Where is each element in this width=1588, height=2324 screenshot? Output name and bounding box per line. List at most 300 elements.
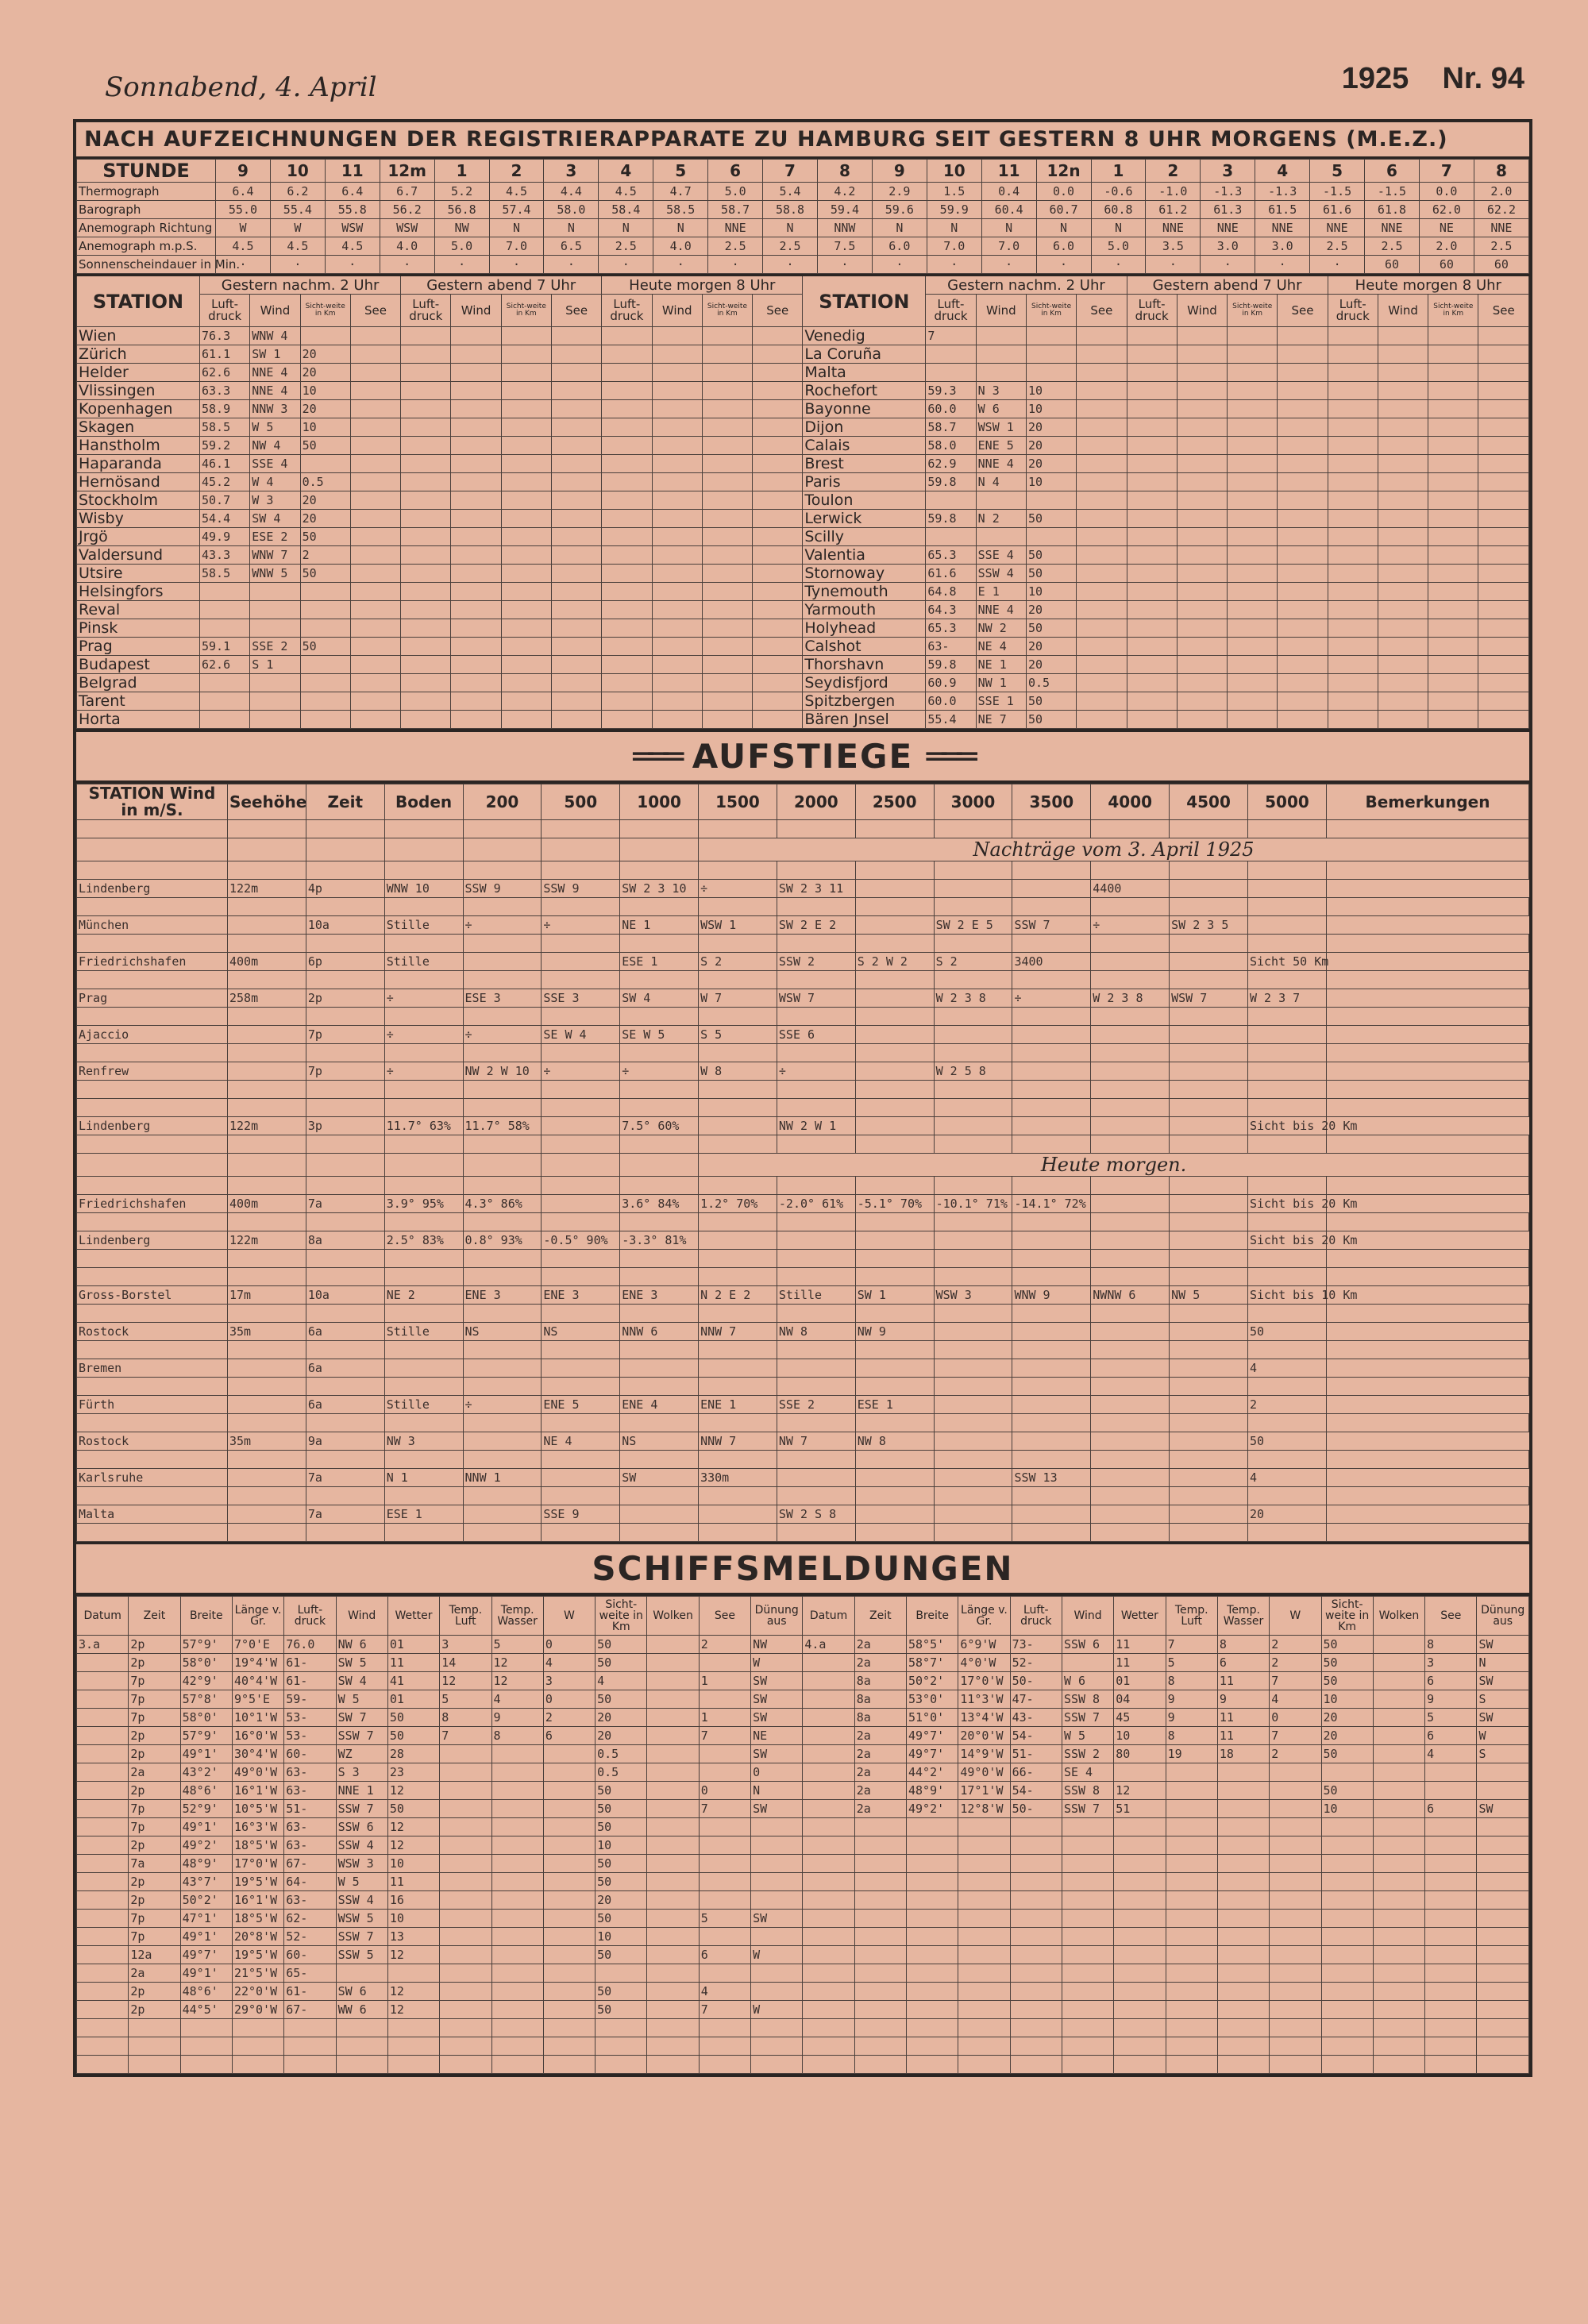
station-value: 64.8 (926, 583, 976, 601)
station-value (501, 692, 551, 711)
aufstiege-value (1091, 1469, 1170, 1487)
aufstiege-value: Stille (384, 953, 463, 971)
blank-cell (1247, 1044, 1326, 1062)
station-name: Wien (77, 327, 200, 345)
reg-label: Sonnenscheindauer in Min. (77, 256, 216, 274)
blank-cell (855, 861, 934, 880)
schiff-value (958, 1891, 1010, 1910)
schiff-value (1010, 1946, 1062, 1964)
station-value (551, 327, 601, 345)
station-value (501, 491, 551, 510)
schiff-value: 50 (387, 1727, 439, 1745)
schiff-value: 59- (284, 1690, 336, 1709)
station-value: 50 (1026, 711, 1076, 729)
blank-cell (620, 1250, 699, 1268)
schiff-value: 54- (1010, 1727, 1062, 1745)
hour-cell: 10 (927, 160, 981, 183)
station-value (501, 546, 551, 565)
station-value (976, 345, 1026, 364)
aufstiege-value (1091, 1195, 1170, 1213)
schiff-value: 50 (1321, 1636, 1373, 1654)
schiff-value: 11 (1217, 1727, 1269, 1745)
aufstiege-value: NE 4 (542, 1432, 620, 1451)
blank-cell (855, 1524, 934, 1542)
reg-value: -1.0 (1146, 183, 1201, 201)
schiff-value (1425, 2019, 1477, 2037)
aufstiege-value: 4p (306, 880, 384, 898)
schiff-value (543, 1910, 595, 1928)
blank-cell (306, 971, 384, 989)
reg-value: · (981, 256, 1036, 274)
aufstiege-value (1091, 1062, 1170, 1081)
aufstiege-station: Lindenberg (77, 880, 228, 898)
station-value (602, 491, 652, 510)
aufstiege-value (1091, 1396, 1170, 1414)
reg-value: 3.0 (1201, 237, 1255, 256)
subcol-header: Luft-druck (602, 295, 652, 327)
aufstiege-value: NW 7 (777, 1432, 855, 1451)
schiff-value (907, 1836, 958, 1855)
station-value (1428, 656, 1478, 674)
aufstiege-value: WSW 7 (777, 989, 855, 1008)
schiff-value: 62- (284, 1910, 336, 1928)
blank-cell (77, 1154, 228, 1177)
aufstiege-col-header: 4500 (1170, 784, 1248, 820)
station-value (1328, 364, 1378, 382)
aufstiege-col-header: 3000 (934, 784, 1012, 820)
station-value (702, 565, 752, 583)
station-value (1177, 400, 1227, 418)
station-name: Reval (77, 601, 200, 619)
aufstiege-value: W 2 3 8 (1091, 989, 1170, 1008)
schiff-value (647, 1782, 699, 1800)
station-value (350, 601, 400, 619)
reg-value: 1.5 (927, 183, 981, 201)
aufstiege-row (77, 1396, 1529, 1414)
blank-cell (1091, 1008, 1170, 1026)
aufstiege-value (934, 1026, 1012, 1044)
schiff-value: 7p (129, 1672, 180, 1690)
station-value (1127, 455, 1177, 473)
blank-cell (1012, 1341, 1091, 1359)
station-value (1228, 656, 1278, 674)
station-row (77, 528, 1529, 546)
station-value (501, 638, 551, 656)
schiff-value: SW (751, 1709, 803, 1727)
blank-cell (1170, 861, 1248, 880)
schiff-value (907, 1818, 958, 1836)
blank-cell (699, 1135, 777, 1154)
blank-cell (934, 1135, 1012, 1154)
aufstiege-value: -2.0° 61% (777, 1195, 855, 1213)
reg-value: · (1036, 256, 1091, 274)
schiff-value (440, 1763, 491, 1782)
schiff-value (387, 2037, 439, 2056)
aufstiege-value (228, 1396, 306, 1414)
station-value: 58.5 (200, 565, 250, 583)
schiff-title: SCHIFFSMELDUNGEN (592, 1549, 1014, 1588)
schiff-value (440, 1891, 491, 1910)
aufstiege-value: 7a (306, 1469, 384, 1487)
blank-row (77, 1341, 1529, 1359)
station-value (1328, 345, 1378, 364)
schiff-value: 11 (387, 1654, 439, 1672)
station-value (551, 345, 601, 364)
schiff-value: 16°0'W (232, 1727, 283, 1745)
schiff-value: SSW 4 (336, 1836, 387, 1855)
aufstiege-row (77, 880, 1529, 898)
station-value (1127, 674, 1177, 692)
aufstiege-value (1247, 916, 1326, 935)
station-value (451, 400, 501, 418)
aufstiege-value: 50 (1247, 1432, 1326, 1451)
aufstiege-table (76, 784, 1529, 1542)
blank-cell (855, 1341, 934, 1359)
blank-cell (77, 1378, 228, 1396)
schiff-col-header: Länge v. Gr. (958, 1597, 1010, 1636)
schiff-value: 4 (491, 1690, 543, 1709)
aufstiege-value: NW 5 (1170, 1286, 1248, 1305)
station-value (350, 382, 400, 400)
page-header (73, 56, 1532, 119)
reg-value: 7.0 (489, 237, 544, 256)
schiff-value (1373, 1928, 1424, 1946)
schiff-value (1270, 1818, 1321, 1836)
aufstiege-col-header: 500 (542, 784, 620, 820)
time-group-header: Gestern nachm. 2 Uhr (200, 276, 401, 295)
station-value (1328, 692, 1378, 711)
aufstiege-value: -0.5° 90% (542, 1231, 620, 1250)
schiff-value: 4 (543, 1654, 595, 1672)
station-row (77, 473, 1529, 491)
station-value (250, 692, 300, 711)
schiff-value (1166, 1782, 1217, 1800)
schiff-value: 50 (596, 1946, 647, 1964)
blank-cell (1327, 861, 1529, 880)
aufstiege-value: 122m (228, 1117, 306, 1135)
schiff-value: 7 (699, 1800, 750, 1818)
reg-value: 7.5 (817, 237, 872, 256)
aufstiege-value: NS (542, 1323, 620, 1341)
station-value (501, 583, 551, 601)
blank-cell (1327, 1008, 1529, 1026)
reg-value: 59.4 (817, 201, 872, 219)
station-value (1177, 546, 1227, 565)
schiff-value: 49°1' (180, 1928, 232, 1946)
aufstiege-value (1170, 1026, 1248, 1044)
schiff-value (1217, 1855, 1269, 1873)
station-name: Calshot (803, 638, 926, 656)
schiff-value (647, 1690, 699, 1709)
station-value (350, 565, 400, 583)
station-value (753, 437, 803, 455)
schiff-value (647, 2056, 699, 2074)
schiff-value: 12 (491, 1654, 543, 1672)
blank-cell (77, 1099, 228, 1117)
blank-cell (306, 1250, 384, 1268)
schiff-col-header: Länge v. Gr. (232, 1597, 283, 1636)
schiff-value: 9 (491, 1709, 543, 1727)
blank-row (77, 861, 1529, 880)
station-value (451, 711, 501, 729)
station-value: NW 2 (976, 619, 1026, 638)
schiff-value: 23 (387, 1763, 439, 1782)
blank-cell (934, 898, 1012, 916)
schiff-row (77, 1800, 1529, 1818)
station-value: 59.3 (926, 382, 976, 400)
station-name: Seydisfjord (803, 674, 926, 692)
schiff-value (1270, 1910, 1321, 1928)
schiff-value (699, 1654, 750, 1672)
aufstiege-value (934, 1117, 1012, 1135)
schiff-value: 0 (751, 1763, 803, 1782)
schiff-value: NW (751, 1636, 803, 1654)
aufstiege-col-header: STATION Wind in m/S. (77, 784, 228, 820)
reg-value: · (270, 256, 325, 274)
reg-value: 2.5 (599, 237, 653, 256)
schiff-value (1010, 1818, 1062, 1836)
station-value (1478, 473, 1529, 491)
blank-cell (306, 861, 384, 880)
schiff-value (647, 1836, 699, 1855)
schiff-value (1062, 1891, 1113, 1910)
reg-value: 4.0 (653, 237, 708, 256)
station-value (976, 364, 1026, 382)
schiff-value (387, 2056, 439, 2074)
blank-cell (934, 1081, 1012, 1099)
station-value (1328, 400, 1378, 418)
blank-row (77, 1524, 1529, 1542)
station-value: SSE 2 (250, 638, 300, 656)
schiff-value (77, 1800, 129, 1818)
aufstiege-station: Renfrew (77, 1062, 228, 1081)
aufstiege-value: 50 (1247, 1323, 1326, 1341)
schiff-value: 20 (596, 1709, 647, 1727)
blank-cell (542, 1081, 620, 1099)
station-value: 60.9 (926, 674, 976, 692)
blank-cell (620, 1154, 699, 1177)
blank-cell (228, 1135, 306, 1154)
station-value (1127, 491, 1177, 510)
schiff-col-header: Wetter (387, 1597, 439, 1636)
station-value (1428, 510, 1478, 528)
station-value: NNE 4 (976, 601, 1026, 619)
reg-value: 60.4 (981, 201, 1036, 219)
schiff-value (543, 1763, 595, 1782)
hour-cell: 9 (872, 160, 927, 183)
schiff-value (1270, 1800, 1321, 1818)
schiff-value (596, 2056, 647, 2074)
aufstiege-value: S 2 (934, 953, 1012, 971)
schiff-row (77, 1910, 1529, 1928)
station-value (1228, 674, 1278, 692)
schiff-value (1477, 1782, 1529, 1800)
station-row (77, 583, 1529, 601)
schiff-value: 10 (596, 1836, 647, 1855)
station-value (1428, 327, 1478, 345)
station-value (551, 692, 601, 711)
schiff-value: 49°2' (907, 1800, 958, 1818)
station-name: Helder (77, 364, 200, 382)
blank-cell (384, 1414, 463, 1432)
schiff-value (1373, 1727, 1424, 1745)
station-value (652, 711, 702, 729)
station-value (753, 583, 803, 601)
station-name: Yarmouth (803, 601, 926, 619)
station-value (1026, 327, 1076, 345)
station-value (753, 364, 803, 382)
schiff-value: 3 (1425, 1654, 1477, 1672)
reg-value: · (708, 256, 763, 274)
schiff-value (958, 1855, 1010, 1873)
schiff-value (1217, 2001, 1269, 2019)
schiff-value: 51 (1114, 1800, 1166, 1818)
schiff-value: 51- (1010, 1745, 1062, 1763)
aufstiege-value (463, 1432, 542, 1451)
aufstiege-value: -5.1° 70% (855, 1195, 934, 1213)
station-value (1228, 491, 1278, 510)
blank-cell (620, 935, 699, 953)
schiff-value (854, 1891, 906, 1910)
reg-value: 2.0 (1419, 237, 1474, 256)
schiff-value (647, 1800, 699, 1818)
hour-cell: 2 (1146, 160, 1201, 183)
station-value (652, 345, 702, 364)
schiff-value (1425, 1946, 1477, 1964)
schiff-col-header: Breite (907, 1597, 958, 1636)
schiff-value (1217, 1928, 1269, 1946)
blank-cell (77, 1341, 228, 1359)
blank-cell (77, 820, 228, 838)
station-value: 76.3 (200, 327, 250, 345)
station-value (1328, 619, 1378, 638)
blank-row (77, 1099, 1529, 1117)
blank-cell (934, 1305, 1012, 1323)
aufstiege-value: 2.5° 83% (384, 1231, 463, 1250)
schiff-value: 2 (1270, 1745, 1321, 1763)
schiff-value: 58°5' (907, 1636, 958, 1654)
schiff-value (958, 2019, 1010, 2037)
schiff-value: 7p (129, 1910, 180, 1928)
station-name: Bayonne (803, 400, 926, 418)
schiff-value (491, 1873, 543, 1891)
station-value (702, 601, 752, 619)
schiff-value (1062, 2001, 1113, 2019)
schiff-value (77, 1946, 129, 1964)
blank-cell (699, 1268, 777, 1286)
aufstiege-value: S 2 (699, 953, 777, 971)
station-value (1228, 692, 1278, 711)
aufstiege-value: NWNW 6 (1091, 1286, 1170, 1305)
schiff-value: 12 (440, 1672, 491, 1690)
station-value (1278, 345, 1328, 364)
blank-cell (1091, 1451, 1170, 1469)
blank-row (77, 1177, 1529, 1195)
hour-cell: 4 (1255, 160, 1310, 183)
blank-cell (1012, 1250, 1091, 1268)
schiff-value (1062, 2037, 1113, 2056)
blank-cell (620, 1451, 699, 1469)
schiff-value (440, 2037, 491, 2056)
schiff-value: W (751, 2001, 803, 2019)
aufstiege-value: NW 8 (777, 1323, 855, 1341)
blank-cell (306, 1487, 384, 1505)
schiff-value (1373, 2037, 1424, 2056)
station-value (1478, 601, 1529, 619)
reg-value: · (927, 256, 981, 274)
schiff-value: 48°9' (907, 1782, 958, 1800)
station-value (350, 510, 400, 528)
schiff-value (491, 1782, 543, 1800)
station-value (1478, 345, 1529, 364)
blank-cell (77, 1524, 228, 1542)
station-value (551, 382, 601, 400)
reg-value: · (380, 256, 434, 274)
schiff-value: SW 5 (336, 1654, 387, 1672)
station-value (1127, 656, 1177, 674)
schiff-value: 73- (1010, 1636, 1062, 1654)
blank-cell (306, 935, 384, 953)
reg-value: · (1201, 256, 1255, 274)
blank-cell (1091, 1213, 1170, 1231)
blank-cell (1170, 971, 1248, 989)
schiff-value (803, 1891, 854, 1910)
schiff-value: 04 (1114, 1690, 1166, 1709)
schiff-value (1114, 2001, 1166, 2019)
blank-cell (855, 820, 934, 838)
aufstiege-col-header: Zeit (306, 784, 384, 820)
aufstiege-col-header: 1000 (620, 784, 699, 820)
blank-cell (1170, 1305, 1248, 1323)
schiff-value (958, 2001, 1010, 2019)
station-value (602, 400, 652, 418)
station-value: 20 (300, 345, 350, 364)
aufstiege-value (1247, 1062, 1326, 1081)
schiff-value: 12 (387, 1836, 439, 1855)
station-value: 50 (300, 638, 350, 656)
station-value (551, 638, 601, 656)
aufstiege-value: WSW 3 (934, 1286, 1012, 1305)
reg-value: 61.6 (1310, 201, 1365, 219)
blank-cell (463, 1008, 542, 1026)
aufstiege-value: ENE 3 (620, 1286, 699, 1305)
schiff-value: 2 (699, 1636, 750, 1654)
station-value: 62.9 (926, 455, 976, 473)
reg-value: 62.0 (1419, 201, 1474, 219)
aufstiege-value (934, 1323, 1012, 1341)
station-value (551, 656, 601, 674)
schiff-col-header: Temp. Luft (440, 1597, 491, 1636)
station-value (501, 400, 551, 418)
aufstiege-value: 7a (306, 1195, 384, 1213)
schiff-value: 20°8'W (232, 1928, 283, 1946)
note-row (77, 838, 1529, 861)
station-value (200, 692, 250, 711)
schiff-value (854, 1873, 906, 1891)
station-name: Bären Jnsel (803, 711, 926, 729)
blank-cell (542, 1213, 620, 1231)
schiff-value (77, 1910, 129, 1928)
station-value: 50 (1026, 510, 1076, 528)
schiff-value (854, 2001, 906, 2019)
reg-value: · (763, 256, 818, 274)
schiff-value: 20 (596, 1727, 647, 1745)
blank-cell (463, 1487, 542, 1505)
schiff-value: 20 (1321, 1709, 1373, 1727)
subcol-header: Wind (451, 295, 501, 327)
blank-cell (306, 1154, 384, 1177)
blank-cell (77, 1451, 228, 1469)
